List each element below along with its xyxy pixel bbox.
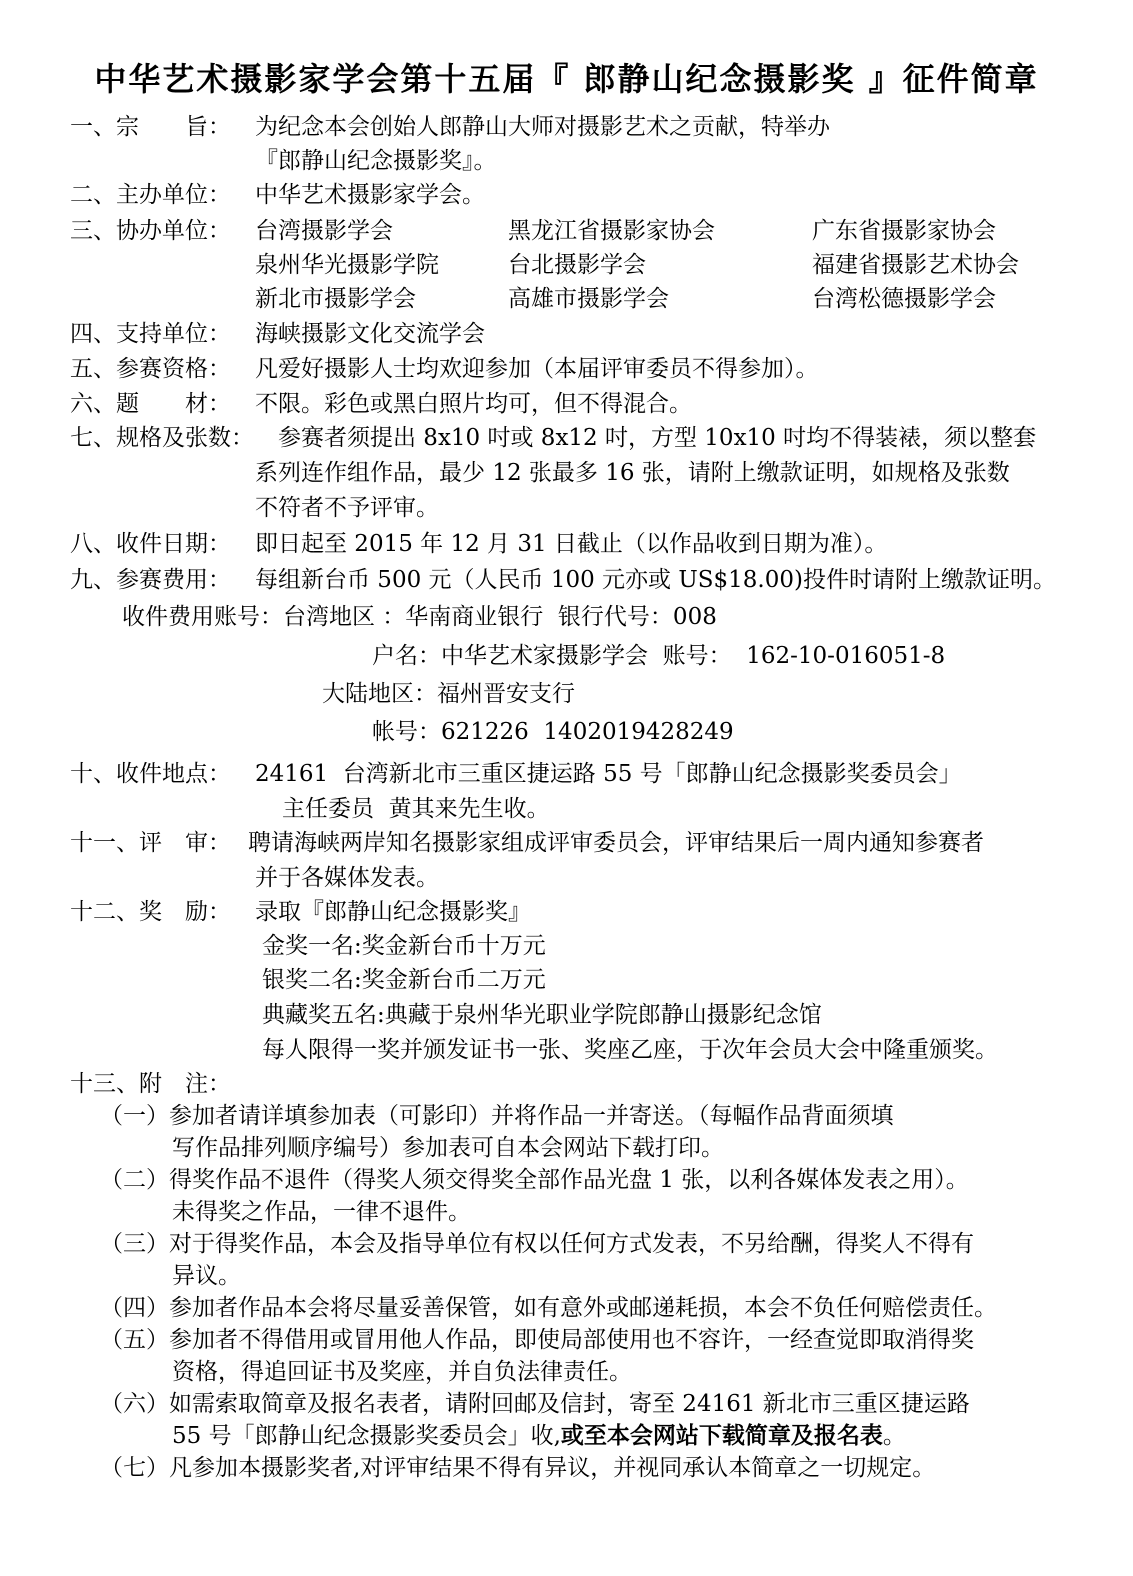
- co-organizer: 福建省摄影艺术协会: [812, 252, 1019, 278]
- co-organizer: 新北市摄影学会: [255, 286, 416, 312]
- award-silver: 银奖二名:奖金新台币二万元: [262, 967, 546, 993]
- co-organizer: 台湾摄影学会: [255, 218, 393, 244]
- note-item-text: 55 号「郎静山纪念摄影奖委员会」收,: [172, 1423, 561, 1449]
- section-4-text: 海峡摄影文化交流学会: [255, 321, 485, 347]
- award-collection: 典藏奖五名:典藏于泉州华光职业学院郎静山摄影纪念馆: [262, 1002, 822, 1028]
- note-item: 写作品排列顺序编号）参加表可自本会网站下载打印。: [172, 1135, 724, 1161]
- section-1-label: 一、宗 旨：: [70, 114, 231, 140]
- section-11-label: 十一、评 审：: [70, 830, 231, 856]
- co-organizer: 台湾松德摄影学会: [812, 286, 996, 312]
- note-item: （二）得奖作品不退件（得奖人须交得奖全部作品光盘 1 张，以利各媒体发表之用）。: [100, 1167, 969, 1193]
- section-10-text: 24161 台湾新北市三重区捷运路 55 号「郎静山纪念摄影奖委员会」: [255, 761, 962, 787]
- section-3-label: 三、协办单位：: [70, 218, 231, 244]
- section-8-label: 八、收件日期：: [70, 531, 231, 557]
- section-6-text: 不限。彩色或黑白照片均可，但不得混合。: [255, 391, 692, 417]
- note-item: 55 号「郎静山纪念摄影奖委员会」收,或至本会网站下载简章及报名表。: [172, 1422, 906, 1449]
- section-4-label: 四、支持单位：: [70, 321, 231, 347]
- section-6-label: 六、题 材：: [70, 391, 231, 417]
- section-12-text: 录取『郎静山纪念摄影奖』: [255, 899, 531, 925]
- note-item: 资格，得追回证书及奖座，并自负法律责任。: [172, 1359, 632, 1385]
- document-title: 中华艺术摄影家学会第十五届『 郎静山纪念摄影奖 』征件简章: [94, 60, 1039, 98]
- co-organizer: 泉州华光摄影学院: [255, 252, 439, 278]
- section-2-text: 中华艺术摄影家学会。: [255, 182, 485, 208]
- section-11-text: 并于各媒体发表。: [255, 865, 439, 891]
- co-organizer: 黑龙江省摄影家协会: [508, 218, 715, 244]
- section-11-text: 聘请海峡两岸知名摄影家组成评审委员会，评审结果后一周内通知参赛者: [248, 830, 984, 856]
- section-7-text: 不符者不予评审。: [255, 495, 439, 521]
- section-9-text: 每组新台币 500 元（人民币 100 元亦或 US$18.00)投件时请附上缴款证明。: [255, 567, 1056, 593]
- section-2-label: 二、主办单位：: [70, 182, 231, 208]
- section-5-text: 凡爱好摄影人士均欢迎参加（本届评审委员不得参加）。: [255, 356, 819, 382]
- account-line: 户名：中华艺术家摄影学会 账号： 162-10-016051-8: [372, 643, 946, 669]
- section-5-label: 五、参赛资格：: [70, 356, 231, 382]
- section-9-label: 九、参赛费用：: [70, 567, 231, 593]
- section-7-text: 参赛者须提出 8x10 吋或 8x12 吋，方型 10x10 吋均不得装裱，须以整套: [278, 425, 1037, 451]
- note-item: 异议。: [172, 1263, 241, 1289]
- section-1-text: 『郎静山纪念摄影奖』。: [255, 148, 497, 174]
- account-line: 大陆地区：福州晋安支行: [322, 681, 575, 707]
- note-item: （一）参加者请详填参加表（可影印）并将作品一并寄送。（每幅作品背面须填: [100, 1103, 894, 1129]
- section-7-text: 系列连作组作品，最少 12 张最多 16 张，请附上缴款证明，如规格及张数: [255, 460, 1010, 486]
- co-organizer: 台北摄影学会: [508, 252, 646, 278]
- note-item: （三）对于得奖作品，本会及指导单位有权以任何方式发表，不另给酬，得奖人不得有: [100, 1231, 974, 1257]
- co-organizer: 高雄市摄影学会: [508, 286, 669, 312]
- section-13-label: 十三、附 注：: [70, 1071, 231, 1097]
- co-organizer: 广东省摄影家协会: [812, 218, 996, 244]
- note-item: （四）参加者作品本会将尽量妥善保管，如有意外或邮递耗损，本会不负任何赔偿责任。: [100, 1295, 997, 1321]
- note-item: （五）参加者不得借用或冒用他人作品，即使局部使用也不容许，一经查觉即取消得奖: [100, 1327, 974, 1353]
- section-10-text: 主任委员 黄其来先生收。: [282, 796, 550, 822]
- account-line: 帐号：621226 1402019428249: [372, 719, 734, 745]
- section-7-label: 七、规格及张数：: [70, 425, 254, 451]
- download-notice: 或至本会网站下载简章及报名表: [560, 1422, 883, 1449]
- section-10-label: 十、收件地点：: [70, 761, 231, 787]
- note-item: （七）凡参加本摄影奖者,对评审结果不得有异议，并视同承认本简章之一切规定。: [100, 1455, 936, 1481]
- note-item: 未得奖之作品，一律不退件。: [172, 1199, 471, 1225]
- account-line: 收件费用账号：台湾地区 ：华南商业银行 银行代号：008: [122, 604, 717, 630]
- award-note: 每人限得一奖并颁发证书一张、奖座乙座，于次年会员大会中隆重颁奖。: [262, 1037, 998, 1063]
- section-1-text: 为纪念本会创始人郎静山大师对摄影艺术之贡献，特举办: [255, 114, 830, 140]
- section-12-label: 十二、奖 励：: [70, 899, 231, 925]
- award-gold: 金奖一名:奖金新台币十万元: [262, 933, 546, 959]
- note-item: （六）如需索取简章及报名表者，请附回邮及信封，寄至 24161 新北市三重区捷运路: [100, 1391, 970, 1417]
- section-8-text: 即日起至 2015 年 12 月 31 日截止（以作品收到日期为准）。: [255, 531, 888, 557]
